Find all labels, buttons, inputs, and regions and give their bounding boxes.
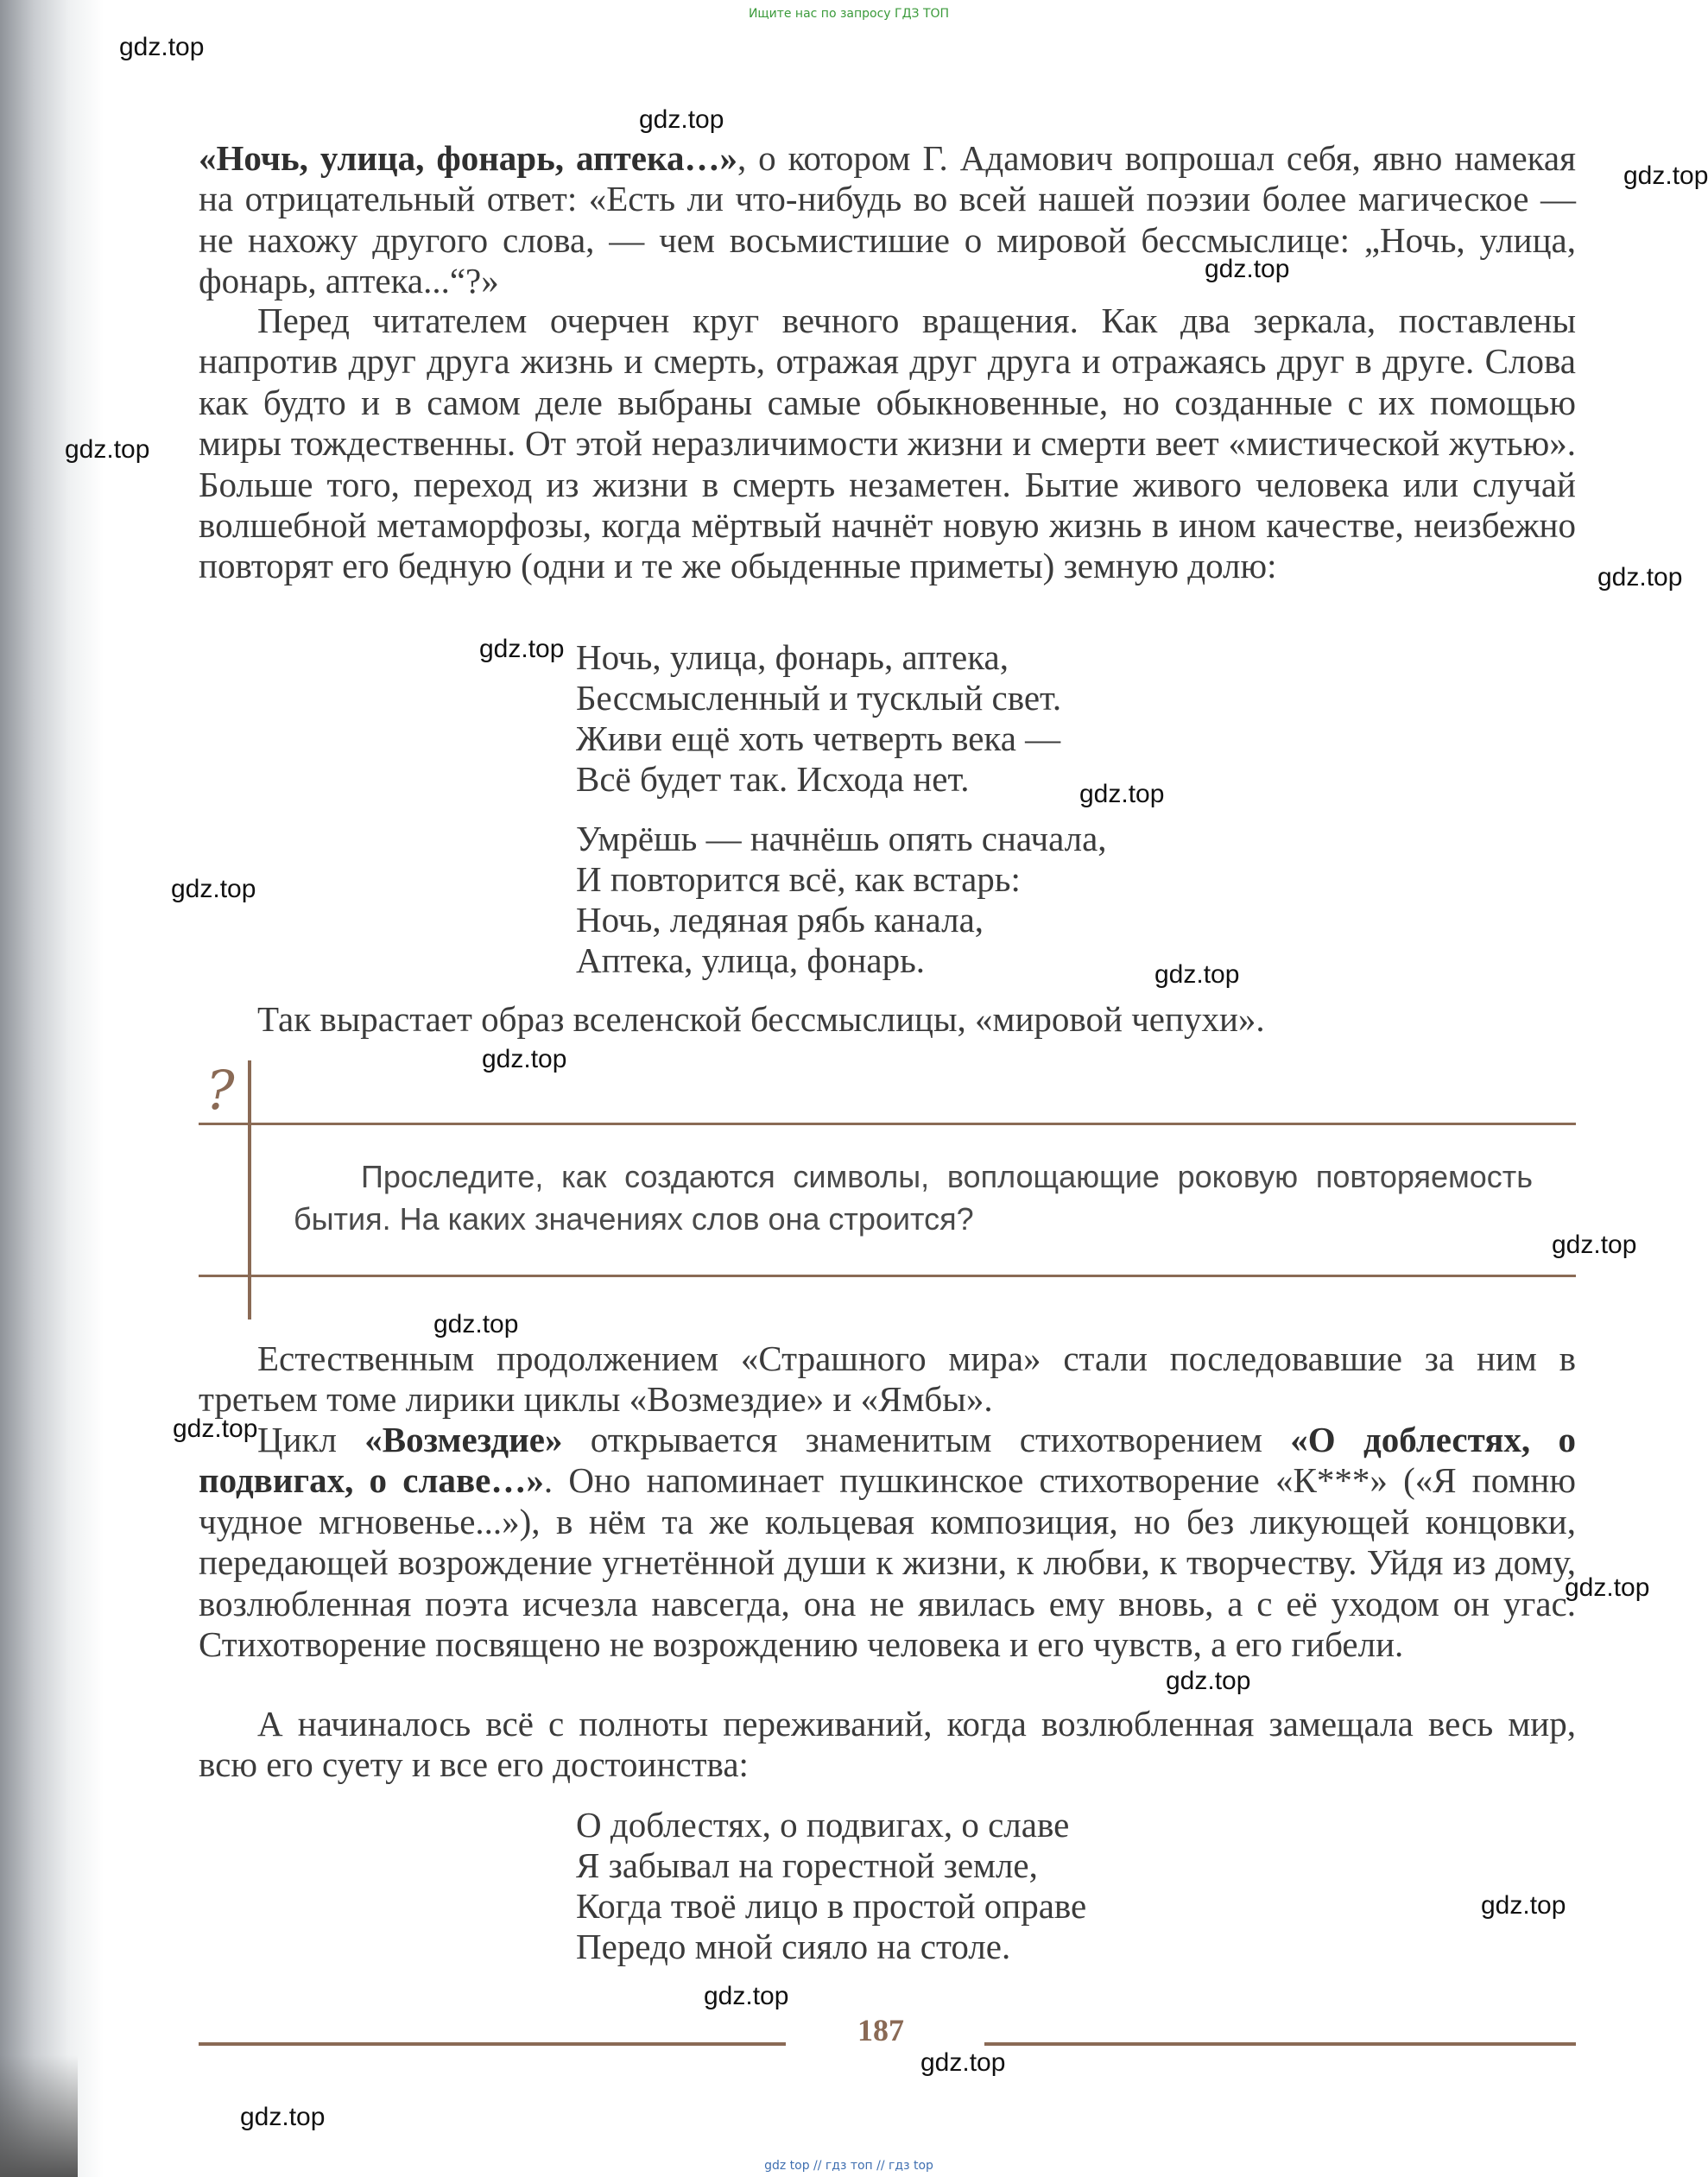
poem-title: «О доблестях, о подвигах, о славе…» [199, 1420, 1576, 1501]
poem-line: О доблестях, о подвигах, о славе [576, 1805, 1070, 1845]
poem-line: Когда твоё лицо в простой оправе [576, 1886, 1087, 1926]
watermark: gdz.top [1552, 1231, 1637, 1259]
watermark: gdz.top [1597, 563, 1683, 592]
paragraph-3: Так вырастает образ вселенской бессмыслицы, «мировой чепухи». [257, 999, 1265, 1039]
watermark: gdz.top [173, 1414, 258, 1443]
paragraph-2: Перед читателем очерчен круг вечного вращения. Как два зеркала, поставлены напротив друг друга жизнь и смерть, отражая друг друга и отражаясь друг в друге. Слова как будто и в самом деле выбраны самые обыкновенные, но созданные с их помощью миры тождественны. От этой неразличимости жизни и смерти веет «мистической жутью». Больше того, переход из жизни в смерть незаметен. Бытие живого человека или случай волшебной метаморфозы, когда мёртвый начнёт новую жизнь в ином качестве, неизбежно повторят его бедную (одни и те же обыденные приметы) земную долю: [199, 301, 1576, 586]
watermark: gdz.top [1079, 780, 1165, 808]
page-binding-shadow [0, 0, 104, 2177]
question-text: Проследите, как создаются символы, воплощающие роковую повторяемость бытия. На каких значениях слов она строится? [294, 1159, 1533, 1237]
poem-stanza-2 [576, 819, 1107, 981]
footer-rule-right [984, 2042, 1576, 2046]
watermark: gdz.top [1154, 960, 1240, 989]
poem-line: Ночь, улица, фонарь, аптека, [576, 637, 1009, 677]
header-note: Ищите нас по запросу ГДЗ ТОП [748, 7, 950, 21]
cycle-name: «Возмездие» [364, 1420, 563, 1459]
poem-line: Я забывал на горестной земле, [576, 1845, 1038, 1885]
poem-line: И повторится всё, как встарь: [576, 859, 1021, 899]
poem-line: Умрёшь — начнёшь опять сначала, [576, 819, 1107, 858]
watermark: gdz.top [1166, 1667, 1251, 1695]
footer-note: gdz top // гдз топ // гдз top [764, 2159, 933, 2173]
watermark: gdz.top [1623, 161, 1708, 190]
watermark: gdz.top [65, 435, 150, 464]
footer-rule-left [199, 2042, 786, 2046]
watermark: gdz.top [639, 105, 724, 134]
poem-stanza-1 [576, 637, 1061, 800]
poem-title: «Ночь, улица, фонарь, аптека…» [199, 138, 737, 178]
watermark: gdz.top [1565, 1573, 1650, 1602]
paragraph-4: Естественным продолжением «Страшного мира» стали последовавшие за ним в третьем томе лирики циклы «Возмездие» и «Ямбы». [199, 1338, 1576, 1420]
watermark: gdz.top [479, 635, 565, 663]
watermark: gdz.top [119, 33, 205, 61]
intro-text: , о котором Г. Адамович вопрошал себя, явно намекая на отрицательный ответ: «Есть ли что-нибудь во всей нашей поэзии более магическое — не нахожу другого слова, — чем восьмистишие о мировой бессмыслице: „Ночь, улица, фонарь, аптека...“?» [199, 138, 1576, 301]
intro-paragraph [199, 138, 1576, 302]
paragraph-5-text: открывается знаменитым стихотворением [562, 1420, 1291, 1459]
question-box-top-rule [199, 1123, 1576, 1125]
question-icon: ? [206, 1059, 235, 1122]
watermark: gdz.top [704, 1982, 789, 2010]
poem-2 [576, 1805, 1086, 1967]
paragraph-6: А начиналось всё с полноты переживаний, когда возлюбленная замещала весь мир, всю его суету и все его достоинства: [199, 1704, 1576, 1785]
poem-line: Всё будет так. Исхода нет. [576, 759, 970, 799]
paragraph-5-text: Цикл [257, 1420, 365, 1459]
question-box-bottom-rule [199, 1275, 1576, 1277]
poem-line: Бессмысленный и тусклый свет. [576, 678, 1062, 718]
poem-line: Передо мной сияло на столе. [576, 1927, 1011, 1966]
paragraph-5-text: . Оно напоминает пушкинское стихотворение «К***» («Я помню чудное мгновенье...»), в нём та же кольцевая композиция, но без ликующей концовки, передающей возрождение угнетённой души к жизни, к любви, к творчеству. Уйдя из дому, возлюбленная поэта исчезла навсегда, она не явилась ему вновь, а с её уходом он угас. Стихотворение посвящено не возрождению человека и его чувств, а его гибели. [199, 1460, 1576, 1665]
watermark: gdz.top [482, 1045, 567, 1073]
watermark: gdz.top [920, 2048, 1006, 2077]
watermark: gdz.top [1481, 1891, 1566, 1920]
poem-line: Аптека, улица, фонарь. [576, 940, 926, 980]
watermark: gdz.top [433, 1310, 519, 1338]
paragraph-5 [199, 1420, 1576, 1665]
question-box-vertical-rule [248, 1060, 251, 1319]
watermark: gdz.top [1205, 255, 1290, 283]
watermark: gdz.top [171, 875, 256, 903]
poem-line: Ночь, ледяная рябь канала, [576, 900, 984, 940]
page-number: 187 [857, 2013, 904, 2047]
watermark: gdz.top [240, 2103, 326, 2131]
poem-line: Живи ещё хоть четверть века — [576, 718, 1061, 758]
